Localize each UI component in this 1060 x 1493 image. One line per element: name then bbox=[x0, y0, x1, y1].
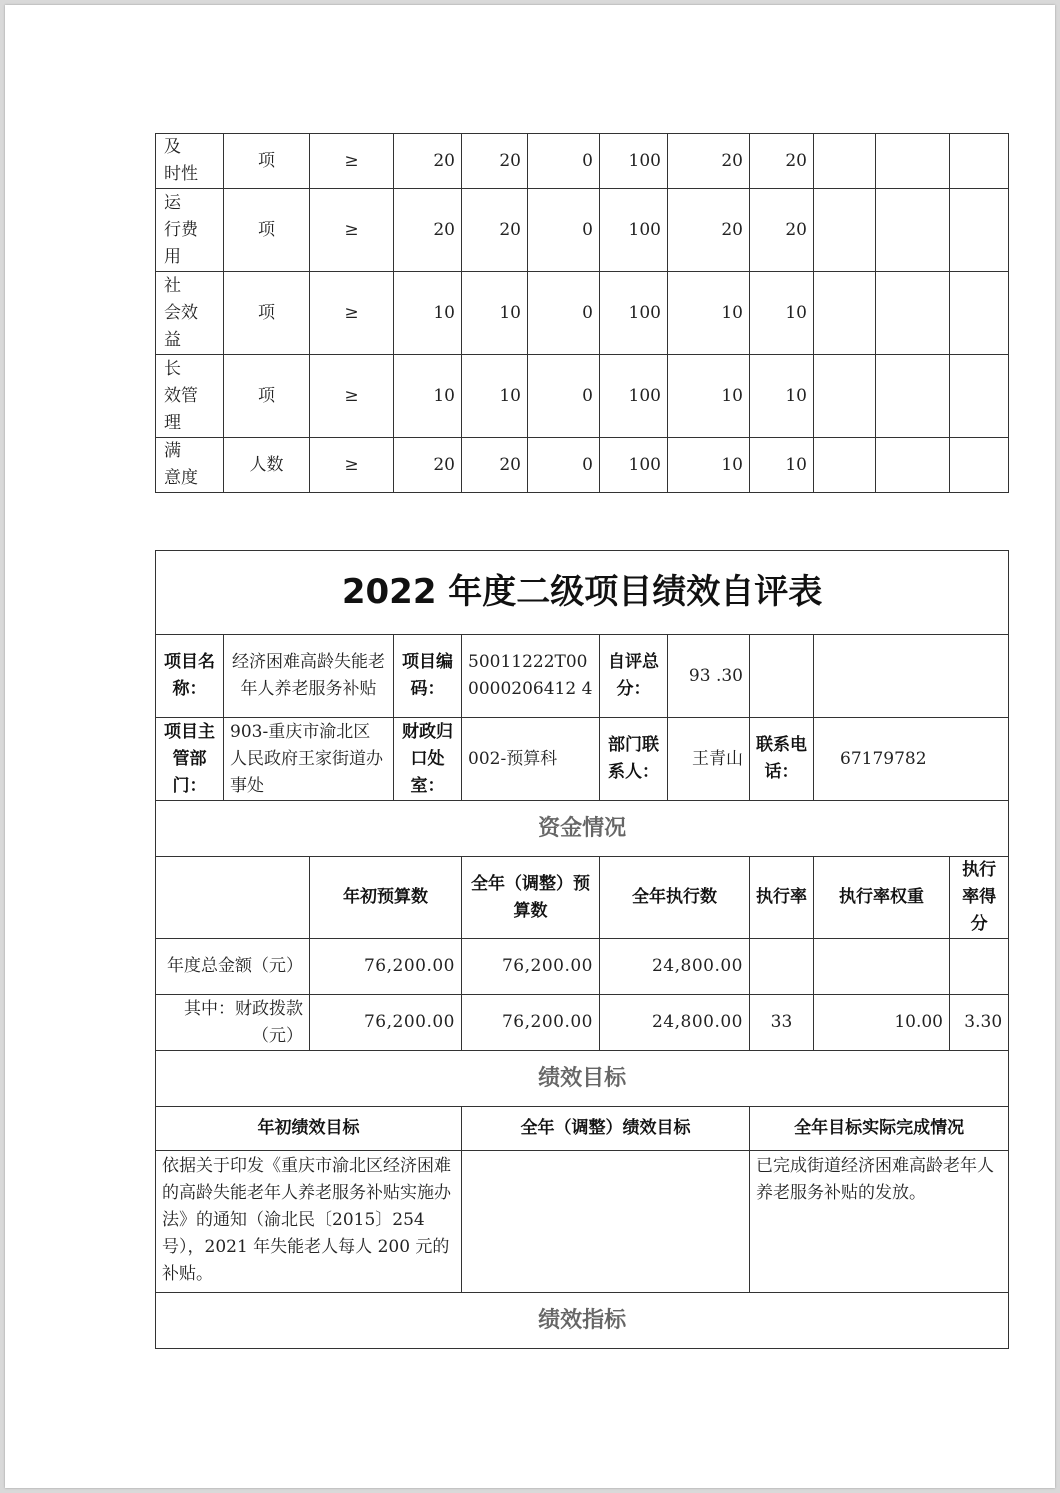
indicator-value: 10 bbox=[750, 355, 814, 438]
indicator-value: 20 bbox=[394, 438, 462, 493]
indicator-row bbox=[156, 355, 1009, 438]
indicator-value: 100 bbox=[600, 134, 668, 189]
indicator-row bbox=[156, 272, 1009, 355]
goals-header-adjusted: 全年（调整）绩效目标 bbox=[462, 1107, 750, 1151]
blank-cell bbox=[814, 189, 876, 272]
funds-header-rate: 执行率 bbox=[750, 857, 814, 939]
blank-cell bbox=[814, 438, 876, 493]
indicator-value: 100 bbox=[600, 355, 668, 438]
indicator-operator: ≥ bbox=[310, 438, 394, 493]
indicator-value: 10 bbox=[462, 355, 528, 438]
indicator-value: 0 bbox=[528, 355, 600, 438]
blank-cell bbox=[750, 635, 814, 718]
indicator-value: 20 bbox=[750, 189, 814, 272]
indicator-value: 100 bbox=[600, 438, 668, 493]
indicator-name: 及 时性 bbox=[156, 134, 224, 189]
indicator-value: 10 bbox=[750, 272, 814, 355]
indicator-value: 10 bbox=[668, 355, 750, 438]
indicator-operator: ≥ bbox=[310, 134, 394, 189]
funds-header-adjusted: 全年（调整）预算数 bbox=[462, 857, 600, 939]
indicator-value: 20 bbox=[462, 189, 528, 272]
goal-actual-text: 已完成街道经济困难高龄老年人养老服务补贴的发放。 bbox=[750, 1151, 1009, 1293]
indicator-value: 20 bbox=[394, 189, 462, 272]
funds-score bbox=[950, 939, 1009, 995]
finance-label: 财政归口处室： bbox=[394, 718, 462, 801]
self-evaluation-form bbox=[155, 550, 1009, 1349]
funds-header-executed: 全年执行数 bbox=[600, 857, 750, 939]
self-score: 93 .30 bbox=[668, 635, 750, 718]
funds-rate bbox=[750, 939, 814, 995]
indicator-value: 10 bbox=[668, 438, 750, 493]
indicator-table bbox=[155, 133, 1009, 493]
funds-section-title: 资金情况 bbox=[156, 801, 1009, 857]
indicator-value: 0 bbox=[528, 438, 600, 493]
funds-executed: 24,800.00 bbox=[600, 995, 750, 1051]
indicator-unit: 项 bbox=[224, 189, 310, 272]
funds-initial: 76,200.00 bbox=[310, 939, 462, 995]
blank-cell bbox=[950, 272, 1009, 355]
indicator-value: 0 bbox=[528, 134, 600, 189]
indicator-value: 20 bbox=[750, 134, 814, 189]
indicator-value: 10 bbox=[750, 438, 814, 493]
document-page bbox=[5, 5, 1055, 1488]
project-code-label: 项目编码： bbox=[394, 635, 462, 718]
project-code: 50011222T000000206412 4 bbox=[462, 635, 600, 718]
indicator-row bbox=[156, 438, 1009, 493]
blank-cell bbox=[876, 189, 950, 272]
funds-adjusted: 76,200.00 bbox=[462, 995, 600, 1051]
funds-weight bbox=[814, 939, 950, 995]
funds-header-initial: 年初预算数 bbox=[310, 857, 462, 939]
goal-initial-text: 依据关于印发《重庆市渝北区经济困难的高龄失能老年人养老服务补贴实施办法》的通知（渝北民〔2015〕254 号），2021 年失能老人每人 200 元的补贴。 bbox=[156, 1151, 462, 1293]
funds-header-blank bbox=[156, 857, 310, 939]
phone-label: 联系电话： bbox=[750, 718, 814, 801]
indicator-name: 社 会效 益 bbox=[156, 272, 224, 355]
funds-weight: 10.00 bbox=[814, 995, 950, 1051]
goal-adjusted-text bbox=[462, 1151, 750, 1293]
indicator-row bbox=[156, 134, 1009, 189]
goals-section-title: 绩效目标 bbox=[156, 1051, 1009, 1107]
indicator-name: 满 意度 bbox=[156, 438, 224, 493]
blank-cell bbox=[950, 438, 1009, 493]
funds-row-label: 年度总金额（元） bbox=[156, 939, 310, 995]
blank-cell bbox=[876, 272, 950, 355]
indicator-value: 10 bbox=[394, 272, 462, 355]
indicator-value: 10 bbox=[668, 272, 750, 355]
indicator-name: 运 行费 用 bbox=[156, 189, 224, 272]
dept-value: 903-重庆市渝北区人民政府王家街道办事处 bbox=[224, 718, 394, 801]
indicator-unit: 项 bbox=[224, 272, 310, 355]
funds-adjusted: 76,200.00 bbox=[462, 939, 600, 995]
funds-initial: 76,200.00 bbox=[310, 995, 462, 1051]
contact-label: 部门联系人： bbox=[600, 718, 668, 801]
indicator-operator: ≥ bbox=[310, 272, 394, 355]
blank-cell bbox=[814, 134, 876, 189]
indicator-value: 20 bbox=[394, 134, 462, 189]
indicator-unit: 人数 bbox=[224, 438, 310, 493]
indicator-value: 10 bbox=[394, 355, 462, 438]
phone-value: 67179782 bbox=[814, 718, 1009, 801]
indicator-value: 0 bbox=[528, 189, 600, 272]
goals-header-actual: 全年目标实际完成情况 bbox=[750, 1107, 1009, 1151]
indicators-section-title: 绩效指标 bbox=[156, 1293, 1009, 1349]
funds-executed: 24,800.00 bbox=[600, 939, 750, 995]
blank-cell bbox=[950, 189, 1009, 272]
dept-label: 项目主管部门： bbox=[156, 718, 224, 801]
finance-value: 002-预算科 bbox=[462, 718, 600, 801]
funds-row bbox=[156, 939, 1009, 995]
blank-cell bbox=[950, 355, 1009, 438]
indicator-value: 100 bbox=[600, 189, 668, 272]
project-name-label: 项目名称： bbox=[156, 635, 224, 718]
indicator-operator: ≥ bbox=[310, 355, 394, 438]
indicator-value: 20 bbox=[668, 134, 750, 189]
indicator-unit: 项 bbox=[224, 134, 310, 189]
blank-cell bbox=[876, 355, 950, 438]
indicator-value: 20 bbox=[462, 438, 528, 493]
indicator-operator: ≥ bbox=[310, 189, 394, 272]
indicator-value: 0 bbox=[528, 272, 600, 355]
indicator-value: 100 bbox=[600, 272, 668, 355]
project-name: 经济困难高龄失能老年人养老服务补贴 bbox=[224, 635, 394, 718]
blank-cell bbox=[950, 134, 1009, 189]
form-title: 2022 年度二级项目绩效自评表 bbox=[156, 551, 1009, 635]
blank-cell bbox=[814, 272, 876, 355]
indicator-row bbox=[156, 189, 1009, 272]
indicator-unit: 项 bbox=[224, 355, 310, 438]
self-score-label: 自评总分： bbox=[600, 635, 668, 718]
funds-score: 3.30 bbox=[950, 995, 1009, 1051]
blank-cell bbox=[814, 635, 1009, 718]
funds-header-weight: 执行率权重 bbox=[814, 857, 950, 939]
blank-cell bbox=[876, 438, 950, 493]
indicator-value: 20 bbox=[668, 189, 750, 272]
funds-row-label: 其中：财政拨款（元） bbox=[156, 995, 310, 1051]
indicator-name: 长 效管 理 bbox=[156, 355, 224, 438]
funds-header-score: 执行率得分 bbox=[950, 857, 1009, 939]
indicator-value: 20 bbox=[462, 134, 528, 189]
contact-value: 王青山 bbox=[668, 718, 750, 801]
indicator-value: 10 bbox=[462, 272, 528, 355]
blank-cell bbox=[814, 355, 876, 438]
goals-header-initial: 年初绩效目标 bbox=[156, 1107, 462, 1151]
funds-row bbox=[156, 995, 1009, 1051]
funds-rate: 33 bbox=[750, 995, 814, 1051]
blank-cell bbox=[876, 134, 950, 189]
